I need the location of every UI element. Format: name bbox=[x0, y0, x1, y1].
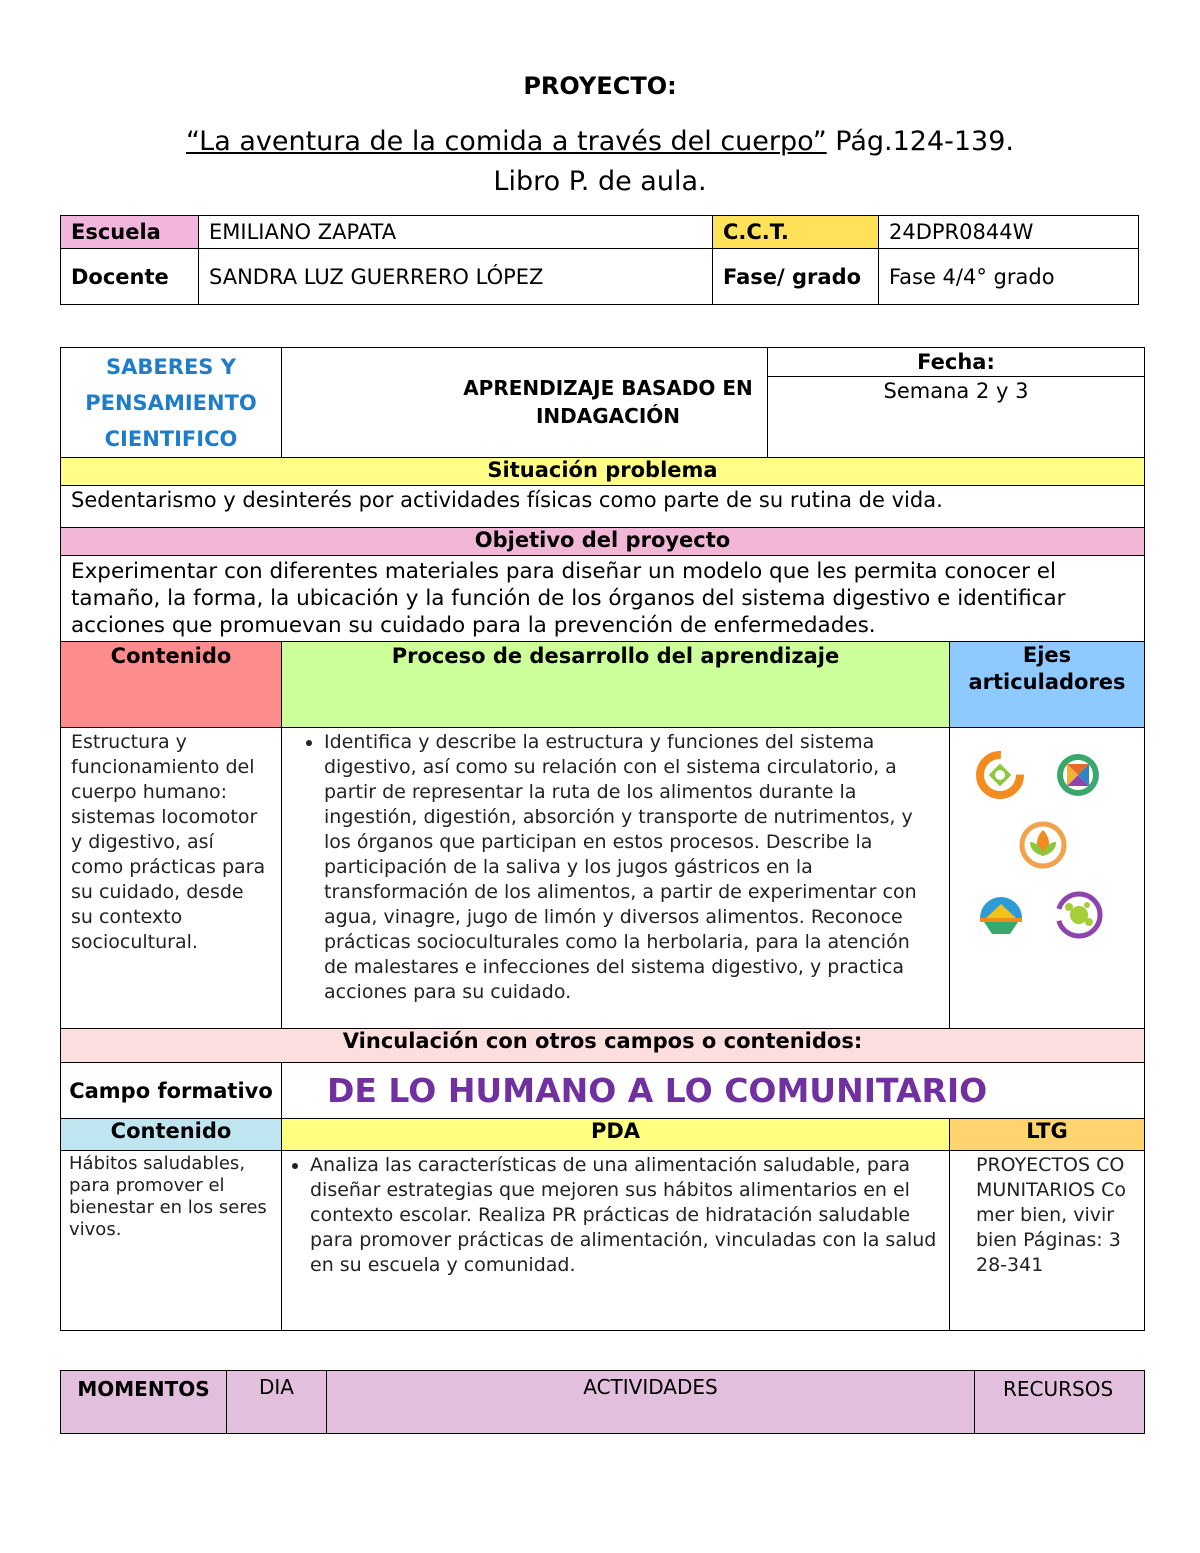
pda-header: PDA bbox=[282, 1119, 950, 1151]
fecha-value: Semana 2 y 3 bbox=[883, 379, 1029, 403]
actividades-header: ACTIVIDADES bbox=[327, 1371, 975, 1434]
pda-item: • Analiza las características de una alimentación saludable, para diseñar estrategias que mejoren sus hábitos alimentarios en el contexto escolar. Realiza PR prácticas de hidratación saludable para promover prácticas de alimentación, vinculadas con la salud en su escuela y comunidad. bbox=[310, 1153, 939, 1278]
project-book: Libro P. de aula. bbox=[493, 166, 707, 197]
docente-label: Docente bbox=[61, 249, 199, 305]
recursos-header: RECURSOS bbox=[975, 1371, 1145, 1434]
campo-title: SABERES Y PENSAMIENTO CIENTIFICO bbox=[61, 348, 282, 458]
escuela-label: Escuela bbox=[61, 216, 199, 249]
contenido2-header: Contenido bbox=[61, 1119, 282, 1151]
page-title: PROYECTO: bbox=[523, 72, 677, 100]
ejes-icons-cell bbox=[950, 728, 1145, 1029]
plan-table bbox=[60, 347, 1145, 1331]
proceso-header: Proceso de desarrollo del aprendizaje bbox=[282, 642, 950, 728]
ltg-header: LTG bbox=[950, 1119, 1145, 1151]
interculturalidad-icon bbox=[1053, 750, 1103, 800]
escuela-value: EMILIANO ZAPATA bbox=[199, 216, 713, 249]
dia-header: DIA bbox=[227, 1371, 327, 1434]
vida-saludable-icon bbox=[1018, 820, 1068, 870]
proceso-list bbox=[284, 730, 939, 1005]
project-name: “La aventura de la comida a través del cuerpo” bbox=[186, 126, 827, 157]
inclusion-icon bbox=[975, 750, 1025, 800]
contenido2-text: Hábitos saludables, para promover el bienestar en los seres vivos. bbox=[61, 1151, 282, 1331]
school-info-table bbox=[60, 215, 1139, 305]
artes-icon bbox=[1054, 890, 1104, 940]
ltg-text: PROYECTOS COMUNITARIOS Comer bien, vivir bien Páginas: 328-341 bbox=[950, 1151, 1145, 1331]
contenido-header: Contenido bbox=[61, 642, 282, 728]
proceso-item: • Identifica y describe la estructura y funciones del sistema digestivo, así como su relación con el sistema circulatorio, a partir de representar la ruta de los alimentos durante la ingestión, digestión, absorción y transporte de nutrimentos, y los órganos que participan en estos procesos. Describe la participación de la saliva y los jugos gástricos en la transformación de los alimentos, a partir de experimentar con agua, vinagre, jugo de limón y diversos alimentos. Reconoce prácticas socioculturales como la herbolaria, para la atención de malestares e infecciones del sistema digestivo, y practica acciones para su cuidado. bbox=[324, 730, 939, 1005]
moments-table bbox=[60, 1370, 1145, 1434]
campo-formativo-label: Campo formativo bbox=[61, 1063, 282, 1119]
momentos-header: MOMENTOS bbox=[61, 1371, 227, 1434]
objetivo-label: Objetivo del proyecto bbox=[61, 528, 1145, 556]
fase-label: Fase/ grado bbox=[713, 249, 879, 305]
campo-formativo-value: DE LO HUMANO A LO COMUNITARIO bbox=[282, 1063, 1145, 1119]
contenido-text: Estructura y funcionamiento del cuerpo humano: sistemas locomotor y digestivo, así como prácticas para su cuidado, desde su contexto sociocultural. bbox=[61, 728, 282, 1029]
metodologia: APRENDIZAJE BASADO EN INDAGACIÓN bbox=[463, 376, 753, 428]
project-pages: Pág.124-139. bbox=[826, 126, 1014, 157]
vinculacion-label: Vinculación con otros campos o contenidos: bbox=[61, 1029, 1145, 1063]
pda-list bbox=[282, 1153, 939, 1278]
project-subtitle bbox=[0, 122, 1200, 202]
ejes-header: Ejes articuladores bbox=[950, 642, 1145, 728]
fase-value: Fase 4/4° grado bbox=[879, 249, 1139, 305]
pensamiento-critico-icon bbox=[976, 890, 1026, 940]
cct-label: C.C.T. bbox=[713, 216, 879, 249]
objetivo-text: Experimentar con diferentes materiales para diseñar un modelo que les permita conocer el tamaño, la forma, la ubicación y la función de los órganos del sistema digestivo e identificar acciones que promuevan su cuidado para la prevención de enfermedades. bbox=[61, 556, 1145, 642]
cct-value: 24DPR0844W bbox=[879, 216, 1139, 249]
situacion-text: Sedentarismo y desinterés por actividades físicas como parte de su rutina de vida. bbox=[61, 486, 1145, 528]
situacion-label: Situación problema bbox=[61, 458, 1145, 486]
docente-value: SANDRA LUZ GUERRERO LÓPEZ bbox=[199, 249, 713, 305]
fecha-label: Fecha: bbox=[768, 348, 1144, 377]
